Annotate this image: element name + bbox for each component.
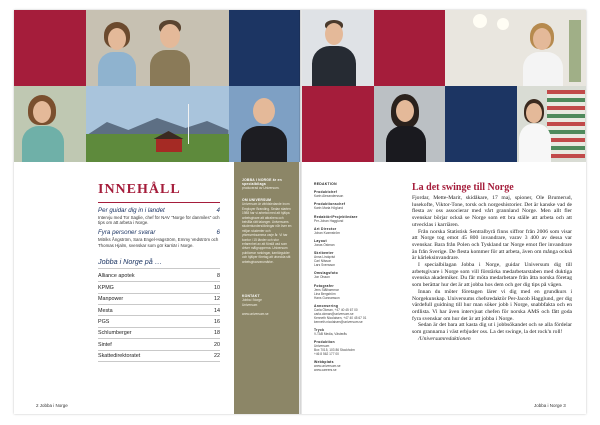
credit-value[interactable]: www.universum.se www.careers.se (314, 364, 341, 373)
article-paragraph: Sedan är det bara att kasta dig ut i jobbsökandet och se alla fördelar som grannarna i väst erbjuder oss. La det swinge, la det rock'n roll! (412, 322, 572, 336)
credit-label: Tryck (314, 327, 325, 332)
toc-item[interactable] (98, 339, 220, 350)
table-of-contents (98, 182, 220, 362)
page-fold (299, 10, 302, 414)
credit-value: Jonas Östman (314, 242, 335, 247)
info-sidebar (234, 162, 299, 414)
credit-label: Omslagsfoto (314, 271, 339, 276)
toc-feature[interactable] (98, 203, 220, 225)
toc-item[interactable] (98, 271, 220, 282)
credit-label: Produktionschef (314, 202, 346, 207)
man-in-suit-photo (302, 10, 374, 86)
article-paragraph: Från norska Statistisk Sentralbyrå finns siffror från 2006 som visar att Norge tog emot 45 800 invandrare, varav 3 400 av dessa var svenskar. Bara från Polen och Tyskland tar Norge emot fler invandrare än från Sverige. De flesta kommer för att arbeta, även om många också är kärleksinvandrare. (412, 228, 572, 262)
sidebar-about-text: Universum är världsledande inom Employer Branding. Sedan starten 1988 har vi arbetat med att hjälpa arbetsgivare att attrahera och behålla rätt talanger. Universums studentundersökningar når över en miljon studenter och yrkesverksamma varje år. Vi har kontor i 15 länder och stor erfarenhet av att förstå vad som driver målgrupperna. Universum publicerar rankingar, karriärguider och hjälper företag att utveckla sitt arbetsgivarvarumärke. (242, 202, 292, 264)
credit-value: Jens Stålhammar Lina Bergström Hans Gunnarsson (314, 287, 340, 300)
article-signature: /Universumredaktionen (418, 335, 471, 342)
credit-value: Per-Johan Hagglund (314, 218, 344, 223)
dark-haired-woman-photo (374, 86, 446, 162)
toc-list (98, 271, 220, 362)
toc-page-number: 18 (214, 330, 220, 337)
credit-entry (314, 360, 400, 372)
couple-photo (86, 10, 229, 86)
sidebar-contact-heading: KONTAKT (242, 294, 260, 299)
red-tile (374, 10, 446, 86)
credit-value: Johan Kvarnström (314, 230, 340, 235)
credit-label: Skribenter (314, 251, 334, 256)
red-tile (14, 10, 86, 86)
toc-feature-description: Mitriks Ångström, Sara Engel-Hagström, Emmy Vedström och Thomas Hjalm, svenskar som gör karriär i Norge. (98, 237, 219, 248)
credit-entry (314, 340, 400, 356)
toc-title: INNEHÅLL (98, 182, 220, 203)
credit-label: Annonsering (314, 303, 339, 308)
toc-item[interactable] (98, 294, 220, 305)
toc-feature[interactable] (98, 225, 220, 247)
toc-page-number: 8 (217, 273, 220, 280)
toc-item[interactable] (98, 282, 220, 293)
credit-entry (314, 215, 400, 223)
credit-value: Universum Box 7015, 103 86 Stockholm +46 8 562 177 00 (314, 344, 355, 357)
credit-entry (314, 227, 400, 235)
toc-page-number: 12 (214, 296, 220, 303)
toc-item[interactable] (98, 305, 220, 316)
credit-value: Carla Ökman, +47 40 45 67 00 carla.okman@universum.se Kenneth Nicolaisen, +47 40 45 67 01 kenneth.nicolaisen@universum.se (314, 307, 367, 324)
credit-value: V-TAB Media, Västerås (314, 331, 347, 336)
credit-value: Jon Olsson (314, 275, 330, 280)
toc-item[interactable] (98, 316, 220, 327)
toc-item-label: Manpower (98, 296, 124, 303)
article-body (412, 195, 572, 342)
toc-section-title: Jobba i Norge på … (98, 257, 220, 269)
toc-feature-description: Intervju med Tor Saglie, chef för NAV "Norge för danmiles" och tips om att arbeta i Norge. (98, 215, 220, 226)
woman-office-photo (445, 10, 586, 86)
credit-entry (314, 190, 400, 198)
toc-item[interactable] (98, 328, 220, 339)
navy-tile (445, 86, 517, 162)
credit-entry (314, 304, 400, 324)
credit-label: Produktion (314, 340, 335, 345)
toc-page-number: 4 (216, 207, 220, 214)
pharmacy-photo (517, 86, 587, 162)
credit-entry (314, 284, 400, 300)
credit-label: Produktchef (314, 190, 338, 195)
article-paragraph: Innan du möter företagen lärer vi dig med en grundkurs i Norgekunskap. Universums chefsredaktör Per-Jacob Hagglund, ger dig värdefull guidning till hur man söker jobb i Norge, snabbfakta och en ordlista. Vi har även intervjuat chefen för norska AMS och fått goda fyra svenskar om hur det är att jobba i Norge. (412, 288, 572, 322)
article-title: La det swinge till Norge (412, 182, 514, 193)
page-footer-right: Jobba i Norge 3 (534, 403, 566, 408)
toc-item-label: KPMG (98, 284, 114, 291)
toc-item-label: Sintef (98, 341, 112, 348)
credit-entry (314, 182, 400, 186)
credit-label: Webbplats (314, 360, 334, 365)
credit-value: Karin Maria Höglund (314, 206, 344, 211)
toc-item-label: PGS (98, 318, 110, 325)
toc-feature-title: Per guidar dig in i landet (98, 207, 165, 214)
credit-value: Anna Lindqvist Carl Nilsson Lars Svensson (314, 255, 336, 268)
credits-column (314, 182, 400, 376)
toc-page-number: 20 (214, 341, 220, 348)
sidebar-about-heading: OM UNIVERSUM (242, 198, 272, 203)
toc-item-label: Schlumberger (98, 330, 132, 337)
toc-item-label: Alliance apotek (98, 273, 135, 280)
credit-value: Karin Alexandersson (314, 194, 344, 199)
toc-page-number: 14 (214, 307, 220, 314)
article-paragraph: I specialbilagan Jobba i Norge, guidar Universum dig till arbetsgivare i Norge som vill förstärka medarbetarstaben med duktiga svenska akademiker. Du får möta medarbetare från åtta norska företag som berättar hur det är att jobba hos dem och ger dig tips på vägen. (412, 262, 572, 289)
red-tile (302, 86, 374, 162)
editorial-article (412, 182, 572, 342)
credit-entry (314, 271, 400, 279)
navy-tile (229, 10, 301, 86)
article-paragraph: Fjordar, Mette-Marit, skidåkare, 17 maj, spioner, Ole Brumerud, lusekofte, Viktor-Tone, torsk och norgeshistorier. Det är kanske vad de flesta av oss associerar med vårt grannland Norge. Men allt fler svenskar börjar också se Norge som ett bra ställe att arbeta och att utvecklas i karriären. (412, 195, 572, 228)
bald-man-photo (229, 86, 301, 162)
credit-label: Layout (314, 238, 327, 243)
credit-entry (314, 328, 400, 336)
sidebar-label: JOBBA I NORGE är en specialbilaga (242, 178, 282, 186)
credit-entry (314, 251, 400, 267)
woman-photo (14, 86, 86, 162)
landscape-photo (86, 86, 229, 162)
toc-page-number: 16 (214, 318, 220, 325)
toc-item-label: Skattedirektoratet (98, 353, 141, 360)
magazine-spread (14, 10, 586, 414)
toc-page-number: 10 (214, 284, 220, 291)
page-footer-left: 2 Jobba i Norge (36, 403, 68, 408)
toc-item-label: Mesta (98, 307, 113, 314)
credit-label: Art Director (314, 226, 337, 231)
toc-page-number: 6 (216, 229, 220, 237)
credit-entry (314, 202, 400, 210)
credit-label: Redaktör/Projektledare (314, 214, 358, 219)
toc-feature-title: Fyra personer svarar (98, 229, 156, 237)
toc-item[interactable] (98, 351, 220, 362)
credit-label: Fotografer (314, 283, 334, 288)
sidebar-url[interactable]: www.universum.se (242, 311, 269, 316)
toc-page-number: 22 (214, 353, 220, 360)
sidebar-contact-text: Jobba i Norge Universum (242, 298, 262, 307)
credit-label: REDAKTION (314, 182, 337, 186)
credit-entry (314, 239, 400, 247)
sidebar-intro: producerad av Universum. (242, 186, 280, 190)
